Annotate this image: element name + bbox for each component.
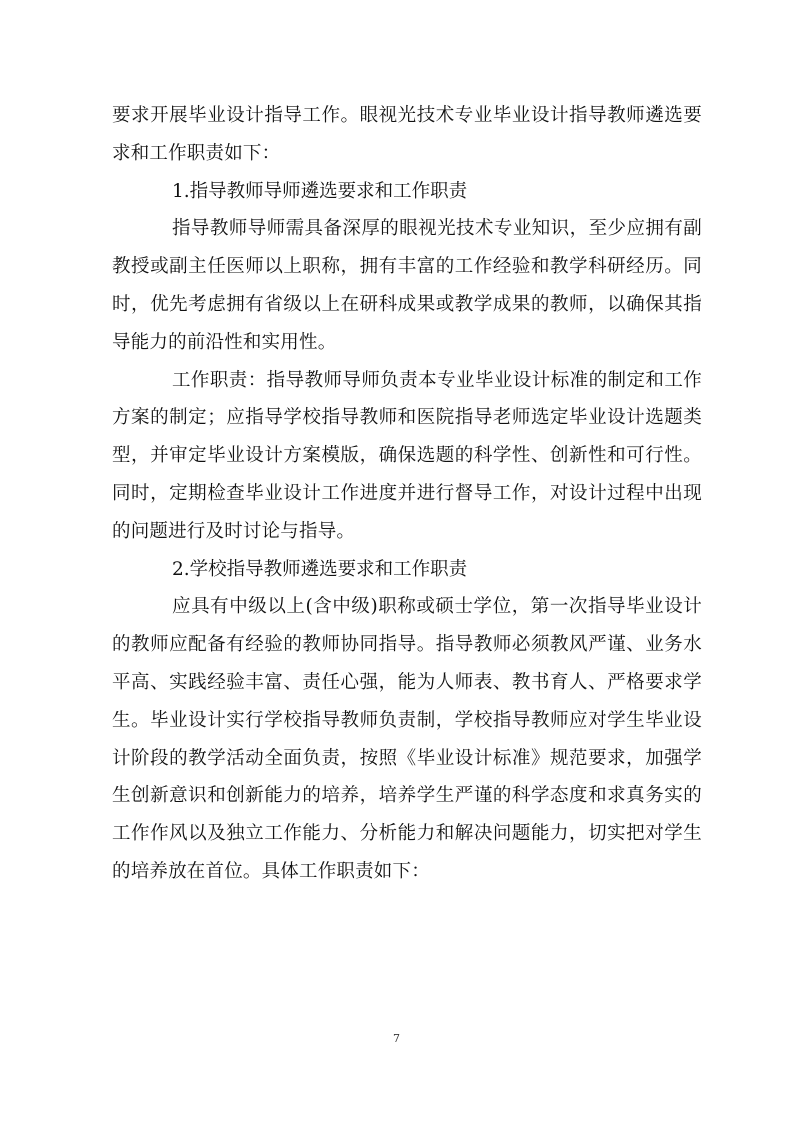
- section-heading-2: 2.学校指导教师遴选要求和工作职责: [172, 558, 468, 580]
- paragraph-supervisor-requirements: 指导教师导师需具备深厚的眼视光技术专业知识，至少应拥有副教授或副主任医师以上职称，拥有丰富的工作经验和教学科研经历。同时，优先考虑拥有省级以上在研科成果或教学成果的教师，以确保其指导能力的前沿性和实用性。: [112, 218, 702, 353]
- paragraph-school-teacher-requirements: 应具有中级以上(含中级)职称或硕士学位，第一次指导毕业设计的教师应配备有经验的教师协同指导。指导教师必须教风严谨、业务水平高、实践经验丰富、责任心强，能为人师表、教书育人、严格要求学生。毕业设计实行学校指导教师负责制，学校指导教师应对学生毕业设计阶段的教学活动全面负责，按照《毕业设计标准》规范要求，加强学生创新意识和创新能力的培养，培养学生严谨的科学态度和求真务实的工作作风以及独立工作能力、分析能力和解决问题能力，切实把对学生的培养放在首位。具体工作职责如下：: [112, 596, 702, 882]
- section-heading-1: 1.指导教师导师遴选要求和工作职责: [172, 180, 468, 202]
- paragraph-supervisor-duties: 工作职责：指导教师导师负责本专业毕业设计标准的制定和工作方案的制定；应指导学校指导教师和医院指导老师选定毕业设计选题类型，并审定毕业设计方案模版，确保选题的科学性、创新性和可行性。同时，定期检查毕业设计工作进度并进行督导工作，对设计过程中出现的问题进行及时讨论与指导。: [112, 369, 702, 542]
- document-body: [112, 97, 702, 891]
- page-number: 7: [393, 1032, 400, 1045]
- paragraph-intro: 要求开展毕业设计指导工作。眼视光技术专业毕业设计指导教师遴选要求和工作职责如下：: [112, 105, 702, 164]
